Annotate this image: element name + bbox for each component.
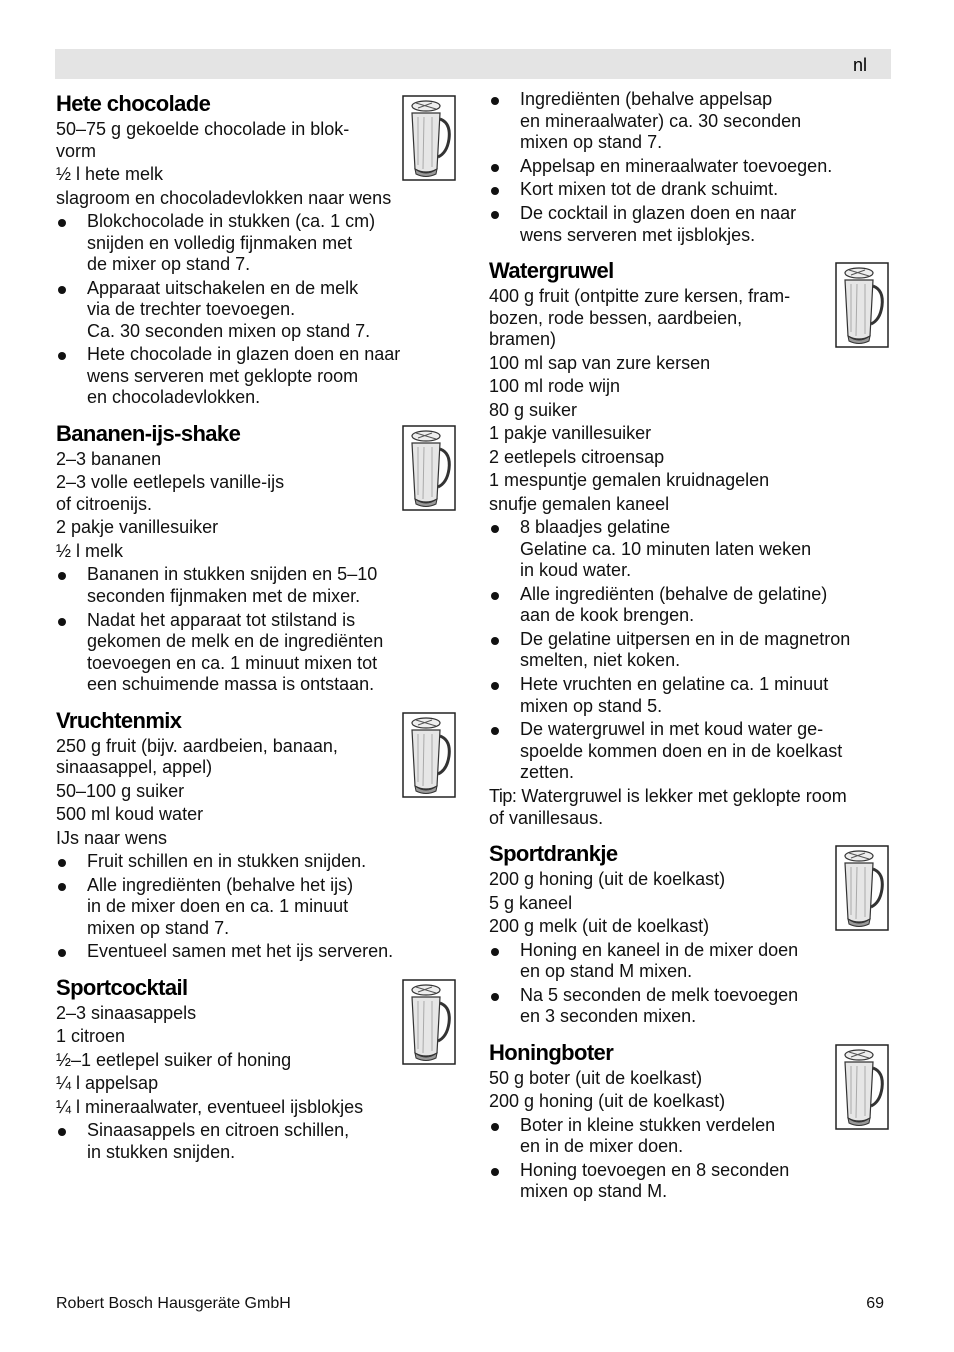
recipe-section <box>56 973 456 1164</box>
step-text: De cocktail in glazen doen en naar wens serveren met ijsblokjes. <box>520 203 797 245</box>
step-list <box>56 851 456 963</box>
step-list <box>489 1115 889 1203</box>
ingredient-line: 5 g kaneel <box>489 892 573 913</box>
step-item <box>489 584 889 627</box>
ingredient-line: 80 g suiker <box>489 399 578 420</box>
recipe-title: Sportdrankje <box>489 841 618 866</box>
step-text: 8 blaadjes gelatine Gelatine ca. 10 minuten laten weken in koud water. <box>520 517 812 581</box>
ingredient-line: ¼ l appelsap <box>56 1073 159 1094</box>
step-text: Bananen in stukken snijden en 5–10 seconden fijnmaken met de mixer. <box>87 564 378 606</box>
bullet-dot-icon <box>491 164 499 172</box>
bullet-dot-icon <box>491 187 499 195</box>
step-item <box>56 564 456 607</box>
step-text: Ingrediënten (behalve appelsap en mineraalwater) ca. 30 seconden mixen op stand 7. <box>520 89 802 152</box>
bullet-dot-icon <box>491 682 499 690</box>
ingredient-line: 250 g fruit (bijv. aardbeien, banaan, sinaasappel, appel) <box>56 735 338 778</box>
bullet-dot-icon <box>58 1128 66 1136</box>
bullet-dot-icon <box>58 949 66 957</box>
step-text: Apparaat uitschakelen en de melk via de trechter toevoegen. Ca. 30 seconden mixen op stand 7. <box>87 277 371 341</box>
ingredient-line: 1 citroen <box>56 1026 126 1047</box>
tip-label: Tip: <box>489 786 517 806</box>
ingredient-line: 200 g melk (uit de koelkast) <box>489 916 710 936</box>
ingredient-line: 2 pakje vanillesuiker <box>56 517 219 538</box>
blender-jar-icon <box>402 95 456 181</box>
bullet-dot-icon <box>491 948 499 956</box>
page-number: 69 <box>866 1295 884 1312</box>
bullet-dot-icon <box>58 859 66 867</box>
ingredient-line: ½ l hete melk <box>56 164 164 184</box>
step-item <box>56 278 456 343</box>
step-text: Na 5 seconden de melk toevoegen en 3 seconden mixen. <box>520 984 799 1027</box>
step-item <box>489 89 889 154</box>
step-list <box>489 517 889 784</box>
step-text: De gelatine uitpersen en in de magnetron smelten, niet koken. <box>520 628 851 671</box>
step-list <box>489 940 889 1028</box>
recipe-section <box>489 839 889 1028</box>
ingredient-line: snufje gemalen kaneel <box>489 493 670 514</box>
blender-jar-icon <box>402 979 456 1065</box>
step-list <box>56 1120 456 1163</box>
tip-text: Watergruwel is lekker met geklopte room of vanillesaus. <box>489 786 847 828</box>
bullet-dot-icon <box>491 211 499 219</box>
ingredient-line: 1 mespuntje gemalen kruidnagelen <box>489 470 770 491</box>
ingredient-line: IJs naar wens <box>56 827 168 848</box>
right-column <box>489 89 889 1205</box>
bullet-dot-icon <box>491 727 499 735</box>
ingredient-line: 2–3 sinaasappels <box>56 1002 197 1023</box>
recipe-title: Hete chocolade <box>56 91 211 116</box>
step-item <box>489 1115 889 1158</box>
step-text: Fruit schillen en in stukken snijden. <box>87 851 367 872</box>
bullet-dot-icon <box>491 97 499 105</box>
step-item <box>56 1120 456 1163</box>
ingredient-line: ½ l melk <box>56 540 124 561</box>
bullet-dot-icon <box>58 219 66 227</box>
step-item <box>56 875 456 940</box>
step-list <box>489 89 889 246</box>
language-label: nl <box>852 55 867 75</box>
ingredient-line: 100 ml sap van zure kersen <box>489 352 711 373</box>
ingredient-line: 100 ml rode wijn <box>489 376 621 397</box>
step-text: Appelsap en mineraalwater toevoegen. <box>520 155 833 176</box>
step-item <box>489 517 889 582</box>
header-bar <box>55 49 891 79</box>
step-text: Boter in kleine stukken verdelen en in de mixer doen. <box>520 1114 776 1157</box>
step-text: Hete vruchten en gelatine ca. 1 minuut mixen op stand 5. <box>520 674 829 716</box>
ingredient-line: 200 g honing (uit de koelkast) <box>489 869 726 889</box>
blender-jar-icon <box>835 845 889 931</box>
step-text: Sinaasappels en citroen schillen, in stukken snijden. <box>87 1120 350 1162</box>
ingredient-line: slagroom en chocoladevlokken naar wens <box>56 187 392 208</box>
step-text: Eventueel samen met het ijs serveren. <box>87 941 394 962</box>
continued-steps <box>489 89 889 246</box>
step-item <box>489 985 889 1028</box>
step-item <box>56 344 456 409</box>
step-item <box>489 674 889 717</box>
ingredient-line: 2–3 volle eetlepels vanille-ijs of citroenijs. <box>56 472 285 514</box>
step-item <box>489 940 889 983</box>
step-item <box>489 1160 889 1203</box>
step-item <box>489 203 889 246</box>
blender-jar-icon <box>835 262 889 348</box>
recipe-title: Watergruwel <box>489 258 614 284</box>
ingredient-line: ½–1 eetlepel suiker of honing <box>56 1049 292 1070</box>
ingredient-line: 200 g honing (uit de koelkast) <box>489 1091 726 1112</box>
step-text: De watergruwel in met koud water ge- spoelde kommen doen en in de koelkast zetten. <box>520 719 843 783</box>
left-column <box>56 89 456 1166</box>
ingredient-line: 400 g fruit (ontpitte zure kersen, fram- bozen, rode bessen, aardbeien, bramen) <box>489 286 791 350</box>
bullet-dot-icon <box>491 1123 499 1131</box>
step-list <box>56 564 456 695</box>
ingredient-line: 500 ml koud water <box>56 804 204 825</box>
recipe-section <box>489 256 889 829</box>
recipe-section <box>56 706 456 963</box>
bullet-dot-icon <box>58 883 66 891</box>
recipe-title: Honingboter <box>489 1039 614 1065</box>
blender-jar-icon <box>402 712 456 798</box>
ingredient-line: 50 g boter (uit de koelkast) <box>489 1067 703 1088</box>
footer-company: Robert Bosch Hausgeräte GmbH <box>56 1295 291 1312</box>
bullet-dot-icon <box>58 352 66 360</box>
step-item <box>489 719 889 784</box>
recipe-section <box>489 1038 889 1203</box>
step-text: Kort mixen tot de drank schuimt. <box>520 179 779 200</box>
recipe-section <box>56 89 456 409</box>
bullet-dot-icon <box>491 637 499 645</box>
step-item <box>489 179 889 201</box>
step-text: Alle ingrediënten (behalve het ijs) in de mixer doen en ca. 1 minuut mixen op stand 7. <box>87 874 354 938</box>
recipe-section <box>56 419 456 696</box>
ingredient-line: 50–75 g gekoelde chocolade in blok- vorm <box>56 119 350 161</box>
blender-jar-icon <box>402 425 456 511</box>
step-text: Honing toevoegen en 8 seconden mixen op stand M. <box>520 1159 790 1202</box>
step-text: Hete chocolade in glazen doen en naar wens serveren met geklopte room en chocoladevlokken. <box>87 344 401 408</box>
ingredient-line: 1 pakje vanillesuiker <box>489 423 652 444</box>
step-item <box>56 211 456 276</box>
bullet-dot-icon <box>58 286 66 294</box>
step-item <box>56 851 456 873</box>
recipe-title: Bananen-ijs-shake <box>56 420 241 446</box>
tip-paragraph <box>489 786 889 829</box>
step-item <box>489 629 889 672</box>
bullet-dot-icon <box>491 592 499 600</box>
recipe-title: Vruchtenmix <box>56 707 182 733</box>
step-item <box>56 610 456 696</box>
step-item <box>489 156 889 178</box>
bullet-dot-icon <box>58 618 66 626</box>
ingredient-line: 2–3 bananen <box>56 448 162 469</box>
ingredient-line: 2 eetlepels citroensap <box>489 446 665 467</box>
step-text: Honing en kaneel in de mixer doen en op stand M mixen. <box>520 939 799 981</box>
step-text: Blokchocolade in stukken (ca. 1 cm) snijden en volledig fijnmaken met de mixer op stand 7. <box>87 211 376 274</box>
step-item <box>56 941 456 963</box>
ingredient-line: 50–100 g suiker <box>56 780 185 801</box>
bullet-dot-icon <box>491 525 499 533</box>
ingredient-line: ¼ l mineraalwater, eventueel ijsblokjes <box>56 1096 364 1117</box>
bullet-dot-icon <box>491 993 499 1001</box>
bullet-dot-icon <box>491 1168 499 1176</box>
step-text: Nadat het apparaat tot stilstand is gekomen de melk en de ingrediënten toevoegen en ca. 1 minuut mixen tot een schuimende massa is ontstaan. <box>87 609 384 695</box>
recipe-title: Sportcocktail <box>56 974 188 1000</box>
step-list <box>56 211 456 409</box>
bullet-dot-icon <box>58 572 66 580</box>
step-text: Alle ingrediënten (behalve de gelatine) aan de kook brengen. <box>520 583 828 626</box>
